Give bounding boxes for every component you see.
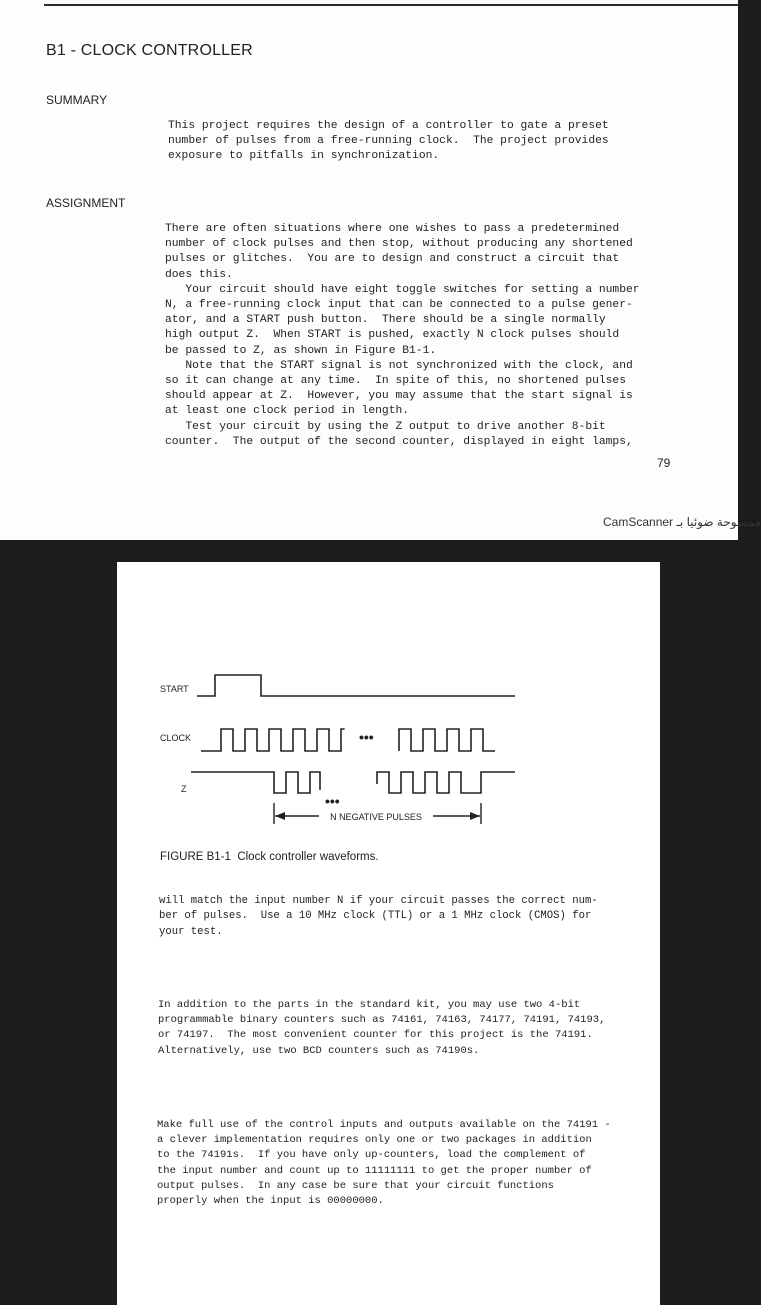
implementation-paragraph: [157, 1118, 611, 1209]
text-line: Test your circuit by using the Z output to drive another 8-bit: [165, 420, 606, 433]
summary-heading: SUMMARY: [46, 93, 108, 107]
page-title: B1 - CLOCK CONTROLLER: [46, 42, 253, 59]
summary-paragraph: [168, 119, 609, 165]
z-waveform-continued: [377, 772, 515, 793]
text-line: the input number and count up to 11111111 to get the proper number of: [157, 1164, 592, 1177]
text-line: a clever implementation requires only one or two packages in addition: [157, 1134, 592, 1147]
camscanner-watermark: CamScanner ممسوحة ضوئيا بـ: [603, 515, 761, 529]
text-line: In addition to the parts in the standard kit, you may use two 4-bit: [158, 999, 581, 1011]
test-paragraph: [159, 894, 598, 940]
start-signal-label: START: [160, 684, 189, 694]
text-line: counter. The output of the second counter, displayed in eight lamps,: [165, 435, 633, 448]
text-line: high output Z. When START is pushed, exactly N clock pulses should: [165, 329, 620, 342]
text-line: Alternatively, use two BCD counters such as 74190s.: [158, 1044, 480, 1057]
text-line: does this.: [165, 268, 233, 281]
text-line: output pulses. In any case be sure that your circuit functions: [157, 1179, 554, 1192]
text-line: so it can change at any time. In spite of this, no shortened pulses: [165, 375, 626, 388]
text-line: to the 74191s. If you have only up-counters, load the complement of: [157, 1149, 586, 1162]
text-line: should appear at Z. However, you may assume that the start signal is: [165, 390, 633, 403]
text-line: ator, and a START push button. There should be a single normally: [165, 314, 606, 327]
text-line: properly when the input is 00000000.: [157, 1195, 384, 1208]
text-line: programmable binary counters such as 74161, 74163, 74177, 74191, 74193,: [158, 1014, 606, 1027]
text-line: Make full use of the control inputs and outputs available on the 74191 -: [157, 1119, 611, 1131]
arrowhead-right-icon: [470, 812, 480, 820]
top-rule: [44, 4, 738, 6]
timing-diagram: [117, 562, 660, 872]
clock-waveform-continued: [399, 729, 495, 751]
text-line: This project requires the design of a controller to gate a preset: [168, 120, 609, 132]
arrowhead-left-icon: [275, 812, 285, 820]
assignment-paragraph: [165, 222, 640, 450]
page-number: 79: [657, 456, 671, 470]
clock-waveform: [201, 729, 345, 751]
text-line: ber of pulses. Use a 10 MHz clock (TTL) or a 1 MHz clock (CMOS) for: [159, 910, 592, 923]
text-line: number of clock pulses and then stop, without producing any shortened: [165, 238, 633, 251]
z-ellipsis: •••: [325, 793, 340, 809]
text-line: There are often situations where one wishes to pass a predetermined: [165, 223, 620, 235]
z-signal-label: Z: [181, 784, 187, 794]
text-line: Your circuit should have eight toggle switches for setting a number: [165, 283, 640, 296]
z-waveform: [191, 772, 320, 793]
text-line: or 74197. The most convenient counter for this project is the 74191.: [158, 1029, 593, 1042]
text-line: number of pulses from a free-running clock. The project provides: [168, 135, 609, 148]
text-line: be passed to Z, as shown in Figure B1-1.: [165, 344, 437, 357]
assignment-heading: ASSIGNMENT: [46, 196, 126, 210]
text-line: exposure to pitfalls in synchronization.: [168, 150, 440, 163]
text-line: at least one clock period in length.: [165, 405, 410, 418]
document-page-2: [117, 562, 660, 1305]
clock-ellipsis: •••: [359, 729, 374, 745]
document-page-1: [0, 0, 761, 540]
text-line: Note that the START signal is not synchronized with the clock, and: [165, 359, 633, 372]
pulse-annotation: N NEGATIVE PULSES: [330, 812, 422, 822]
figure-caption: FIGURE B1-1 Clock controller waveforms.: [160, 851, 379, 863]
text-line: N, a free-running clock input that can be connected to a pulse gener-: [165, 299, 633, 312]
text-line: your test.: [159, 925, 223, 938]
text-line: pulses or glitches. You are to design and construct a circuit that: [165, 253, 620, 266]
counters-paragraph: [158, 998, 605, 1059]
start-waveform: [197, 675, 515, 696]
text-line: will match the input number N if your circuit passes the correct num-: [159, 895, 598, 907]
clock-signal-label: CLOCK: [160, 733, 192, 743]
